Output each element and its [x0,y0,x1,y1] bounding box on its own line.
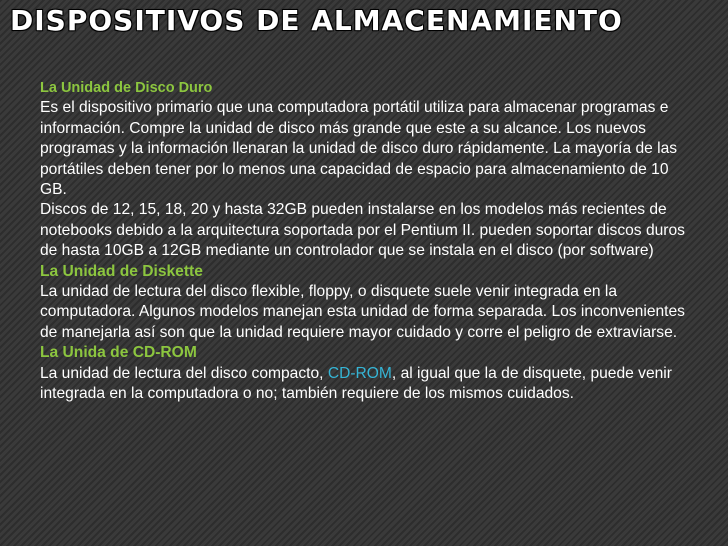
slide-title: DISPOSITIVOS DE ALMACENAMIENTO [10,4,623,37]
section-heading-hard-disk: La Unidad de Disco Duro [40,80,213,96]
section-heading-diskette: La Unidad de Diskette [40,262,203,280]
slide-content [40,78,690,405]
section-heading-cdrom: La Unida de CD-ROM [40,344,197,362]
cdrom-link[interactable]: CD-ROM [327,364,392,382]
diskette-paragraph: La unidad de lectura del disco flexible, floppy, o disquete suele venir integrada en la computadora. Algunos modelos manejan esta unidad de forma separada. Los inconvenientes de manejarla así son que la unidad requiere mayor cuidado y corre el peligro de extraviarse. [40,283,685,341]
cdrom-paragraph [40,364,690,405]
hard-disk-paragraph-1: Es el dispositivo primario que una computadora portátil utiliza para almacenar programas e información. Compre la unidad de disco más grande que este a su alcance. Los nuevos programas y la información llenaran la unidad de disco duro rápidamente. La mayoría de las portátiles deben tener por lo menos una capacidad de espacio para almacenamiento de 10 GB. [40,99,678,199]
cdrom-text-after-link: , al igual que la de disquete, puede venir integrada en la computadora o no; también requiere de los mismos cuidados. [40,364,672,403]
hard-disk-paragraph-2: Discos de 12, 15, 18, 20 y hasta 32GB pueden instalarse en los modelos más recientes de notebooks debido a la arquitectura soportada por el Pentium II. pueden soportar discos duros de hasta 10GB a 12GB mediante un controlador que se instala en el disco (por software) [40,201,685,260]
cdrom-text-before-link: La unidad de lectura del disco compacto, [40,364,328,382]
